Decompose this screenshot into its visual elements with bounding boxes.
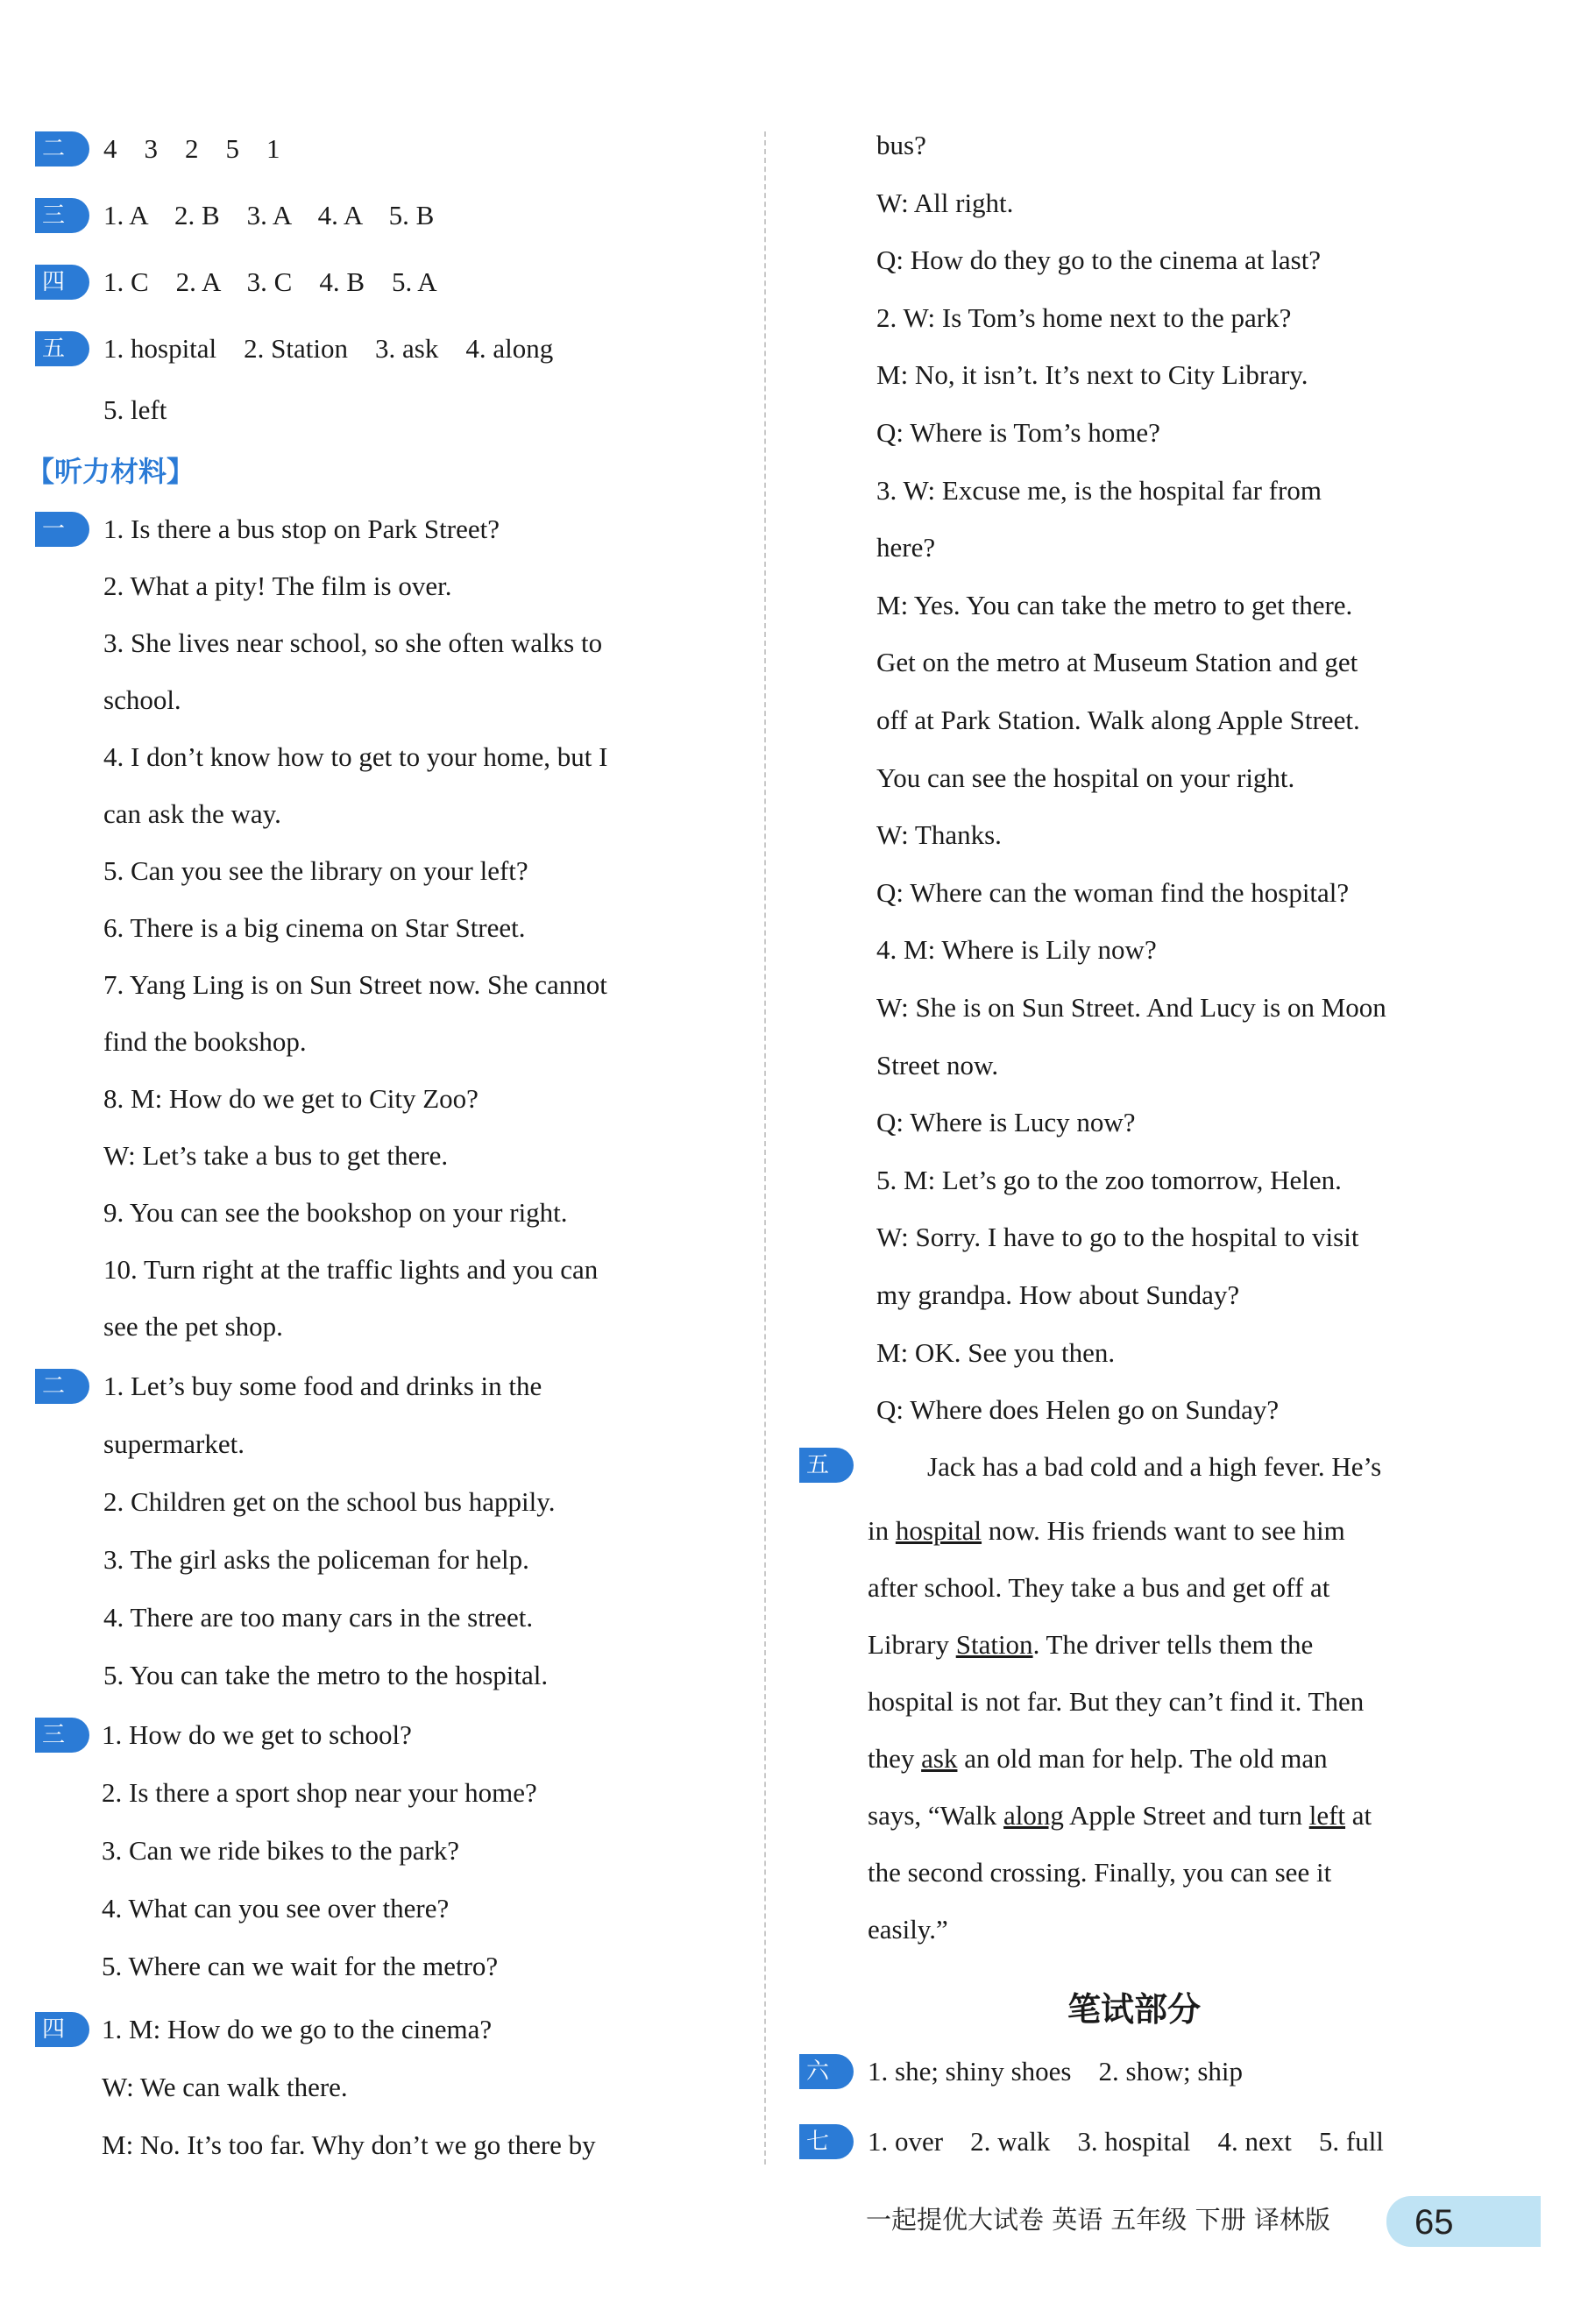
passage-line-6: they ask an old man for help. The old man (868, 1743, 1328, 1774)
listening-line: 1. How do we get to school? (102, 1719, 412, 1750)
listening-line: 7. Yang Ling is on Sun Street now. She cannot (103, 969, 607, 1000)
listening-line: 1. M: How do we go to the cinema? (102, 2014, 493, 2044)
listening-line: find the bookshop. (103, 1026, 307, 1057)
page-number-tab (1386, 2196, 1541, 2247)
answer-wu-line1: 1. hospital 2. Station 3. ask 4. along (103, 333, 554, 364)
listening-line: Q: How do they go to the cinema at last? (876, 244, 1322, 276)
listening-line: Q: Where is Tom’s home? (876, 417, 1160, 448)
blank-along: along (1003, 1800, 1064, 1831)
listening-line: 3. Can we ride bikes to the park? (102, 1835, 460, 1866)
listening-line: 6. There is a big cinema on Star Street. (103, 912, 526, 943)
listening-line: 9. You can see the bookshop on your right. (103, 1197, 568, 1228)
footer-book-title: 一起提优大试卷 英语 五年级 下册 译林版 (866, 2205, 1330, 2235)
blank-ask: ask (921, 1743, 958, 1774)
section-badge-liu: 六 (799, 2054, 854, 2089)
listening-line: my grandpa. How about Sunday? (876, 1279, 1240, 1310)
section-badge-listening-yi: 一 (35, 512, 89, 547)
listening-line: M: OK. See you then. (876, 1336, 1116, 1368)
listening-line: M: No, it isn’t. It’s next to City Library. (876, 359, 1308, 391)
answer-er: 4 3 2 5 1 (103, 133, 280, 164)
answer-si: 1. C 2. A 3. C 4. B 5. A (103, 266, 437, 297)
listening-line: school. (103, 684, 181, 715)
listening-line: Street now. (876, 1049, 999, 1081)
passage-line-1: Jack has a bad cold and a high fever. He’s (927, 1451, 1382, 1482)
blank-station: Station (955, 1629, 1033, 1660)
listening-line: M: No. It’s too far. Why don’t we go there by (102, 2129, 596, 2160)
written-title: 笔试部分 (1067, 1990, 1202, 2029)
listening-line: 5. Where can we wait for the metro? (102, 1951, 499, 1981)
passage-line-5: hospital is not far. But they can’t find it. Then (868, 1686, 1365, 1717)
passage-line-7: says, “Walk along Apple Street and turn left at (868, 1800, 1372, 1831)
written-liu: 1. she; shiny shoes 2. show; ship (868, 2056, 1243, 2087)
passage-line-3: after school. They take a bus and get off at (868, 1572, 1330, 1603)
section-badge-qi: 七 (799, 2124, 854, 2159)
listening-line: 10. Turn right at the traffic lights and you can (103, 1254, 599, 1285)
listening-line: 4. What can you see over there? (102, 1893, 450, 1924)
section-badge-listening-er: 二 (35, 1369, 89, 1404)
section-badge-si: 四 (35, 265, 89, 300)
listening-line: bus? (876, 130, 926, 160)
listening-label: 【听力材料】 (26, 455, 195, 488)
passage-line-9: easily.” (868, 1914, 948, 1945)
answer-wu-line2: 5. left (103, 394, 167, 425)
listening-line: off at Park Station. Walk along Apple Street. (876, 705, 1360, 735)
listening-line: M: Yes. You can take the metro to get there. (876, 589, 1353, 620)
listening-line: W: Let’s take a bus to get there. (103, 1140, 449, 1171)
listening-line: 2. Is there a sport shop near your home? (102, 1777, 537, 1808)
written-qi: 1. over 2. walk 3. hospital 4. next 5. full (868, 2126, 1384, 2157)
passage-line-8: the second crossing. Finally, you can see it (868, 1857, 1332, 1888)
listening-line: see the pet shop. (103, 1311, 283, 1342)
passage-line-2: in hospital now. His friends want to see him (868, 1515, 1345, 1546)
listening-line: 4. M: Where is Lily now? (876, 934, 1157, 966)
listening-line: Get on the metro at Museum Station and get (876, 647, 1358, 678)
listening-line: W: Thanks. (876, 819, 1002, 851)
blank-left: left (1308, 1800, 1346, 1831)
section-badge-listening-wu: 五 (799, 1448, 854, 1483)
listening-line: 2. What a pity! The film is over. (103, 570, 452, 601)
column-divider (764, 131, 766, 2165)
listening-line: Q: Where is Lucy now? (876, 1107, 1136, 1138)
listening-line: here? (876, 532, 936, 563)
listening-line: 4. There are too many cars in the street. (103, 1602, 534, 1633)
section-badge-er: 二 (35, 131, 89, 167)
section-badge-san: 三 (35, 198, 89, 233)
passage-line-4: Library Station. The driver tells them the (868, 1629, 1314, 1660)
listening-line: 5. M: Let’s go to the zoo tomorrow, Helen. (876, 1164, 1342, 1195)
listening-line: Q: Where does Helen go on Sunday? (876, 1394, 1280, 1426)
listening-line: W: Sorry. I have to go to the hospital to visit (876, 1222, 1359, 1253)
blank-hospital: hospital (895, 1515, 982, 1546)
section-badge-listening-san: 三 (35, 1718, 89, 1753)
listening-line: Q: Where can the woman find the hospital? (876, 876, 1350, 908)
listening-line: 8. M: How do we get to City Zoo? (103, 1083, 479, 1114)
listening-line: 5. You can take the metro to the hospital. (103, 1660, 549, 1690)
listening-line: 3. W: Excuse me, is the hospital far from (876, 474, 1322, 506)
listening-line: 5. Can you see the library on your left? (103, 855, 528, 886)
page-number: 65 (1414, 2203, 1454, 2242)
listening-line: supermarket. (103, 1428, 245, 1459)
listening-line: W: We can walk there. (102, 2072, 348, 2102)
listening-line: 3. The girl asks the policeman for help. (103, 1544, 529, 1575)
listening-line: W: All right. (876, 187, 1014, 218)
section-badge-wu: 五 (35, 331, 89, 366)
section-badge-listening-si: 四 (35, 2012, 89, 2047)
listening-line: 2. Children get on the school bus happily. (103, 1486, 556, 1517)
listening-line: 1. Let’s buy some food and drinks in the (103, 1371, 542, 1401)
listening-line: 2. W: Is Tom’s home next to the park? (876, 301, 1292, 333)
listening-line: can ask the way. (103, 798, 281, 829)
listening-line: 3. She lives near school, so she often walks to (103, 627, 603, 658)
answer-san: 1. A 2. B 3. A 4. A 5. B (103, 200, 435, 230)
listening-line: You can see the hospital on your right. (876, 762, 1295, 793)
listening-line: W: She is on Sun Street. And Lucy is on Moon (876, 992, 1386, 1023)
listening-line: 4. I don’t know how to get to your home, but I (103, 741, 608, 772)
listening-line: 1. Is there a bus stop on Park Street? (103, 514, 500, 544)
